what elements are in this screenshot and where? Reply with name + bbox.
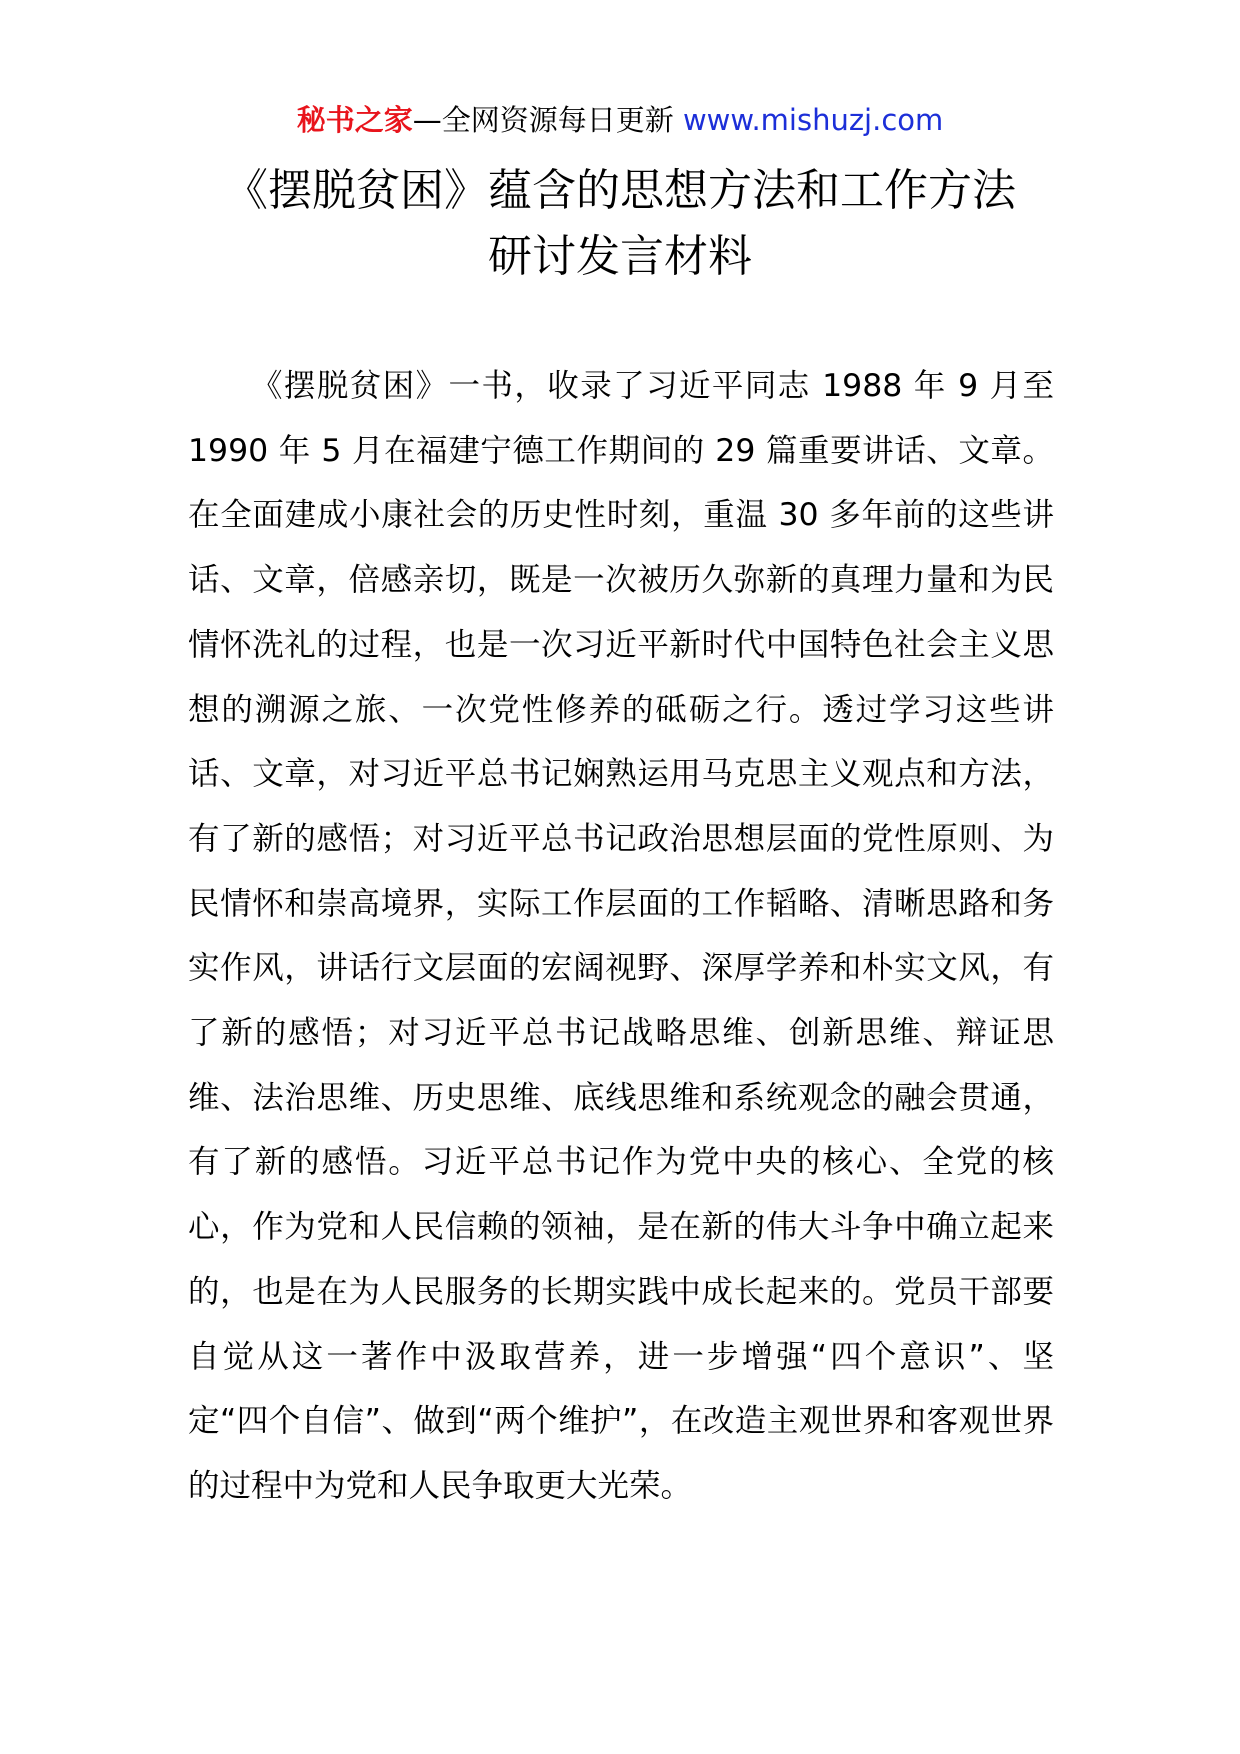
- document-title-line-1: 《摆脱贫困》蕴含的思想方法和工作方法: [224, 165, 1016, 216]
- site-brand: 秘书之家: [296, 103, 413, 137]
- site-url-link[interactable]: www.mishuzj.com: [682, 103, 944, 137]
- document-title-line-2: 研讨发言材料: [488, 231, 752, 282]
- site-slogan: —全网资源每日更新: [412, 103, 674, 137]
- document-title: [0, 158, 1240, 290]
- site-header: [0, 100, 1240, 140]
- body-paragraph: 《摆脱贫困》一书，收录了习近平同志 1988 年 9 月至 1990 年 5 月在福建宁德工作期间的 29 篇重要讲话、文章。在全面建成小康社会的历史性时刻，重温 30 多年前的这些讲话、文章，倍感亲切，既是一次被历久弥新的真理力量和为民情怀洗礼的过程，也是一次习近平新时代中国特色社会主义思想的溯源之旅、一次党性修养的砥砺之行。透过学习这些讲话、文章，对习近平总书记娴熟运用马克思主义观点和方法，有了新的感悟；对习近平总书记政治思想层面的党性原则、为民情怀和崇高境界，实际工作层面的工作韬略、清晰思路和务实作风，讲话行文层面的宏阔视野、深厚学养和朴实文风，有了新的感悟；对习近平总书记战略思维、创新思维、辩证思维、法治思维、历史思维、底线思维和系统观念的融会贯通，有了新的感悟。习近平总书记作为党中央的核心、全党的核心，作为党和人民信赖的领袖，是在新的伟大斗争中确立起来的，也是在为人民服务的长期实践中成长起来的。党员干部要自觉从这一著作中汲取营养，进一步增强“四个意识”、坚定“四个自信”、做到“两个维护”，在改造主观世界和客观世界的过程中为党和人民争取更大光荣。: [188, 368, 1054, 1504]
